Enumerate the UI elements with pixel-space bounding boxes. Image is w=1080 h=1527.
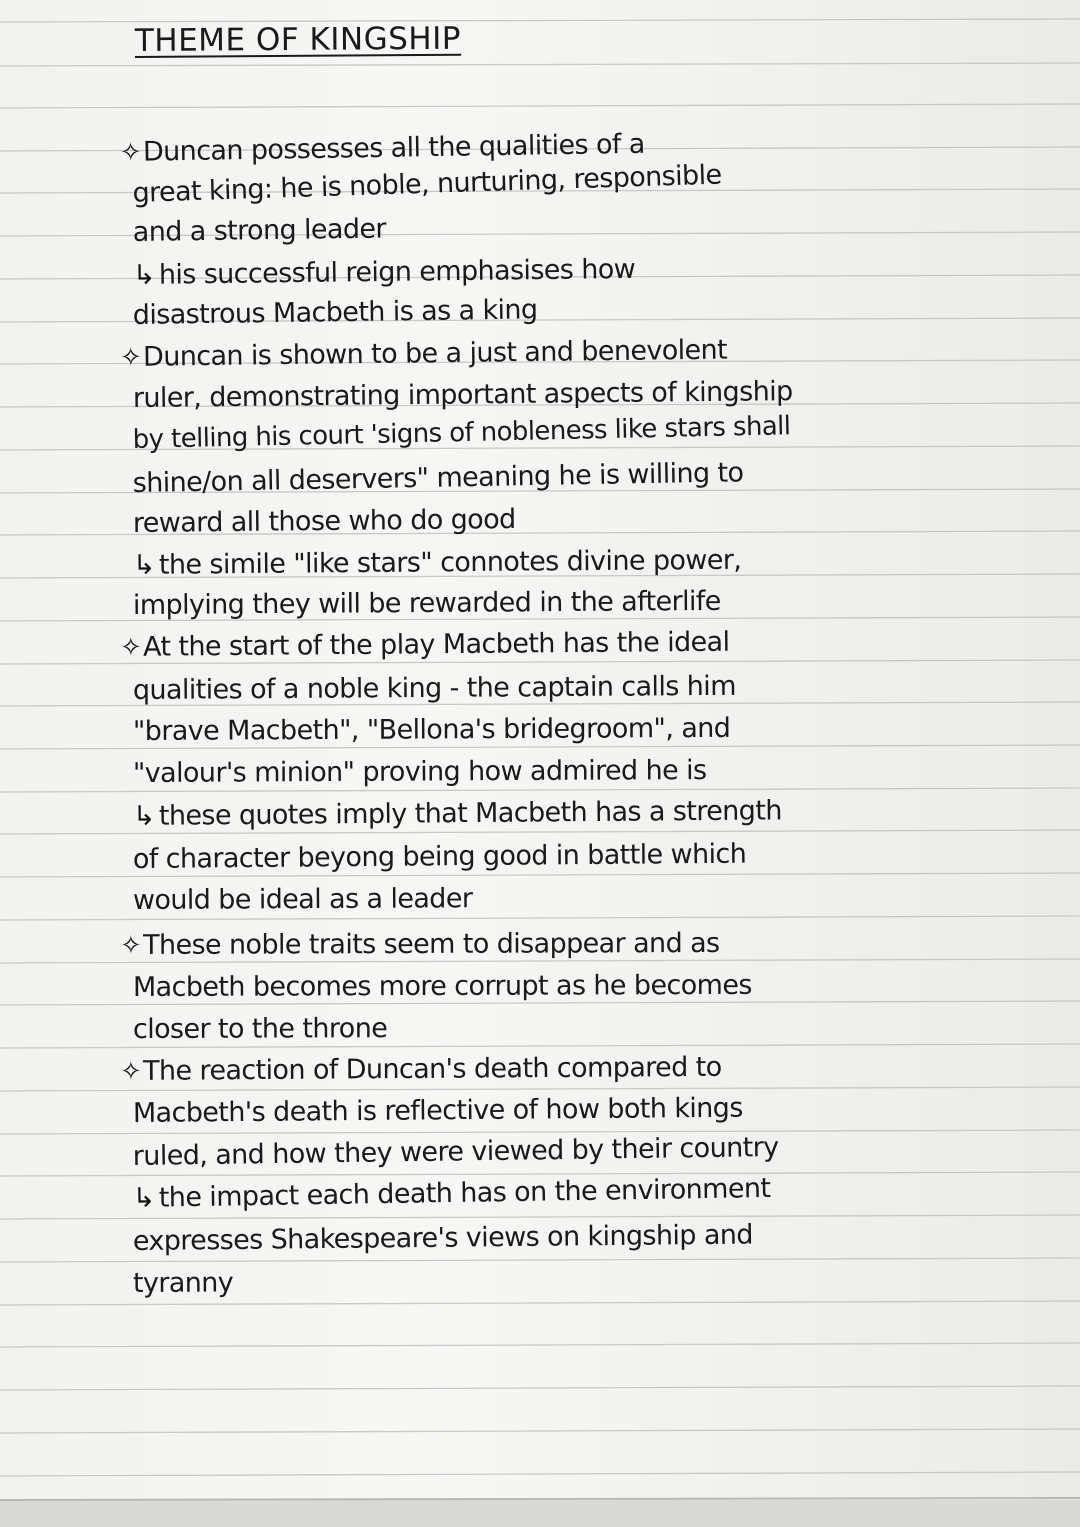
line-text: Macbeth's death is reflective of how both kings: [132, 1092, 743, 1129]
four-point-star-icon: ✧: [119, 632, 142, 663]
line-text: "valour's minion" proving how admired he is: [132, 754, 707, 789]
note-line-27: [132, 1219, 754, 1257]
line-text: The reaction of Duncan's death compared to: [142, 1051, 722, 1087]
line-text: "brave Macbeth", "Bellona's bridegroom", and: [132, 712, 731, 747]
note-line-22: [133, 1015, 387, 1043]
sub-arrow-icon: ↳: [132, 800, 156, 832]
line-text: closer to the throne: [132, 1013, 388, 1045]
sub-arrow-icon: ↳: [132, 549, 156, 581]
note-line-6: [119, 334, 728, 373]
line-text: Duncan possesses all the qualities of a: [142, 128, 645, 168]
line-text: by telling his court 'signs of nobleness like stars shall: [132, 411, 791, 455]
line-text: ruled, and how they were viewed by their country: [132, 1131, 779, 1172]
note-line-16: [132, 754, 707, 789]
sub-arrow-icon: ↳: [132, 259, 156, 291]
line-text: ruler, demonstrating important aspects of kingship: [132, 376, 793, 414]
note-line-5: [133, 296, 538, 329]
line-text: great king: he is noble, nurturing, responsible: [132, 159, 722, 209]
line-text: These noble traits seem to disappear and as: [143, 927, 720, 961]
note-line-15: [132, 712, 731, 747]
note-line-21: [132, 969, 752, 1003]
note-line-19: [133, 885, 473, 914]
note-line-14: [132, 670, 736, 706]
four-point-star-icon: ✧: [119, 137, 142, 168]
note-line-3: [133, 215, 386, 246]
note-line-10: [132, 503, 516, 539]
line-text: the simile "like stars" connotes divine power,: [158, 544, 742, 581]
note-line-12: [132, 585, 721, 621]
line-text: qualities of a noble king - the captain calls him: [132, 670, 736, 706]
note-line-18: [132, 838, 747, 875]
note-line-11: [132, 544, 742, 581]
note-line-23: [119, 1051, 722, 1087]
line-text: would be ideal as a leader: [132, 883, 473, 916]
line-text: reward all those who do good: [132, 503, 516, 539]
four-point-star-icon: ✧: [119, 930, 142, 961]
note-line-17: [133, 797, 782, 830]
note-line-20: [119, 927, 720, 961]
sub-arrow-icon: ↳: [132, 1182, 156, 1214]
four-point-star-icon: ✧: [119, 342, 142, 373]
line-text: At the start of the play Macbeth has the ideal: [142, 626, 730, 663]
line-text: the impact each death has on the environment: [158, 1172, 771, 1214]
four-point-star-icon: ✧: [119, 1056, 142, 1087]
page-title: THEME OF KINGSHIP: [134, 20, 462, 59]
line-text: implying they will be rewarded in the afterlife: [132, 585, 721, 621]
note-line-28: [133, 1269, 233, 1297]
note-line-24: [132, 1092, 743, 1129]
line-text: and a strong leader: [132, 213, 387, 248]
line-text: these quotes imply that Macbeth has a strength: [158, 795, 782, 832]
line-text: of character beyong being good in battle which: [132, 838, 747, 875]
line-text: Duncan is shown to be a just and benevolent: [142, 334, 728, 373]
line-text: Macbeth becomes more corrupt as he becomes: [132, 969, 752, 1003]
note-line-7: [133, 378, 793, 412]
note-line-4: [132, 253, 636, 291]
note-line-13: [119, 626, 730, 663]
line-text: shine/on all deservers" meaning he is willing to: [132, 457, 744, 499]
note-line-1: [119, 128, 645, 168]
line-text: his successful reign emphasises how: [158, 253, 636, 291]
line-text: expresses Shakespeare's views on kingship and: [132, 1219, 754, 1257]
line-text: tyranny: [132, 1267, 234, 1299]
line-text: disastrous Macbeth is as a king: [132, 294, 538, 331]
